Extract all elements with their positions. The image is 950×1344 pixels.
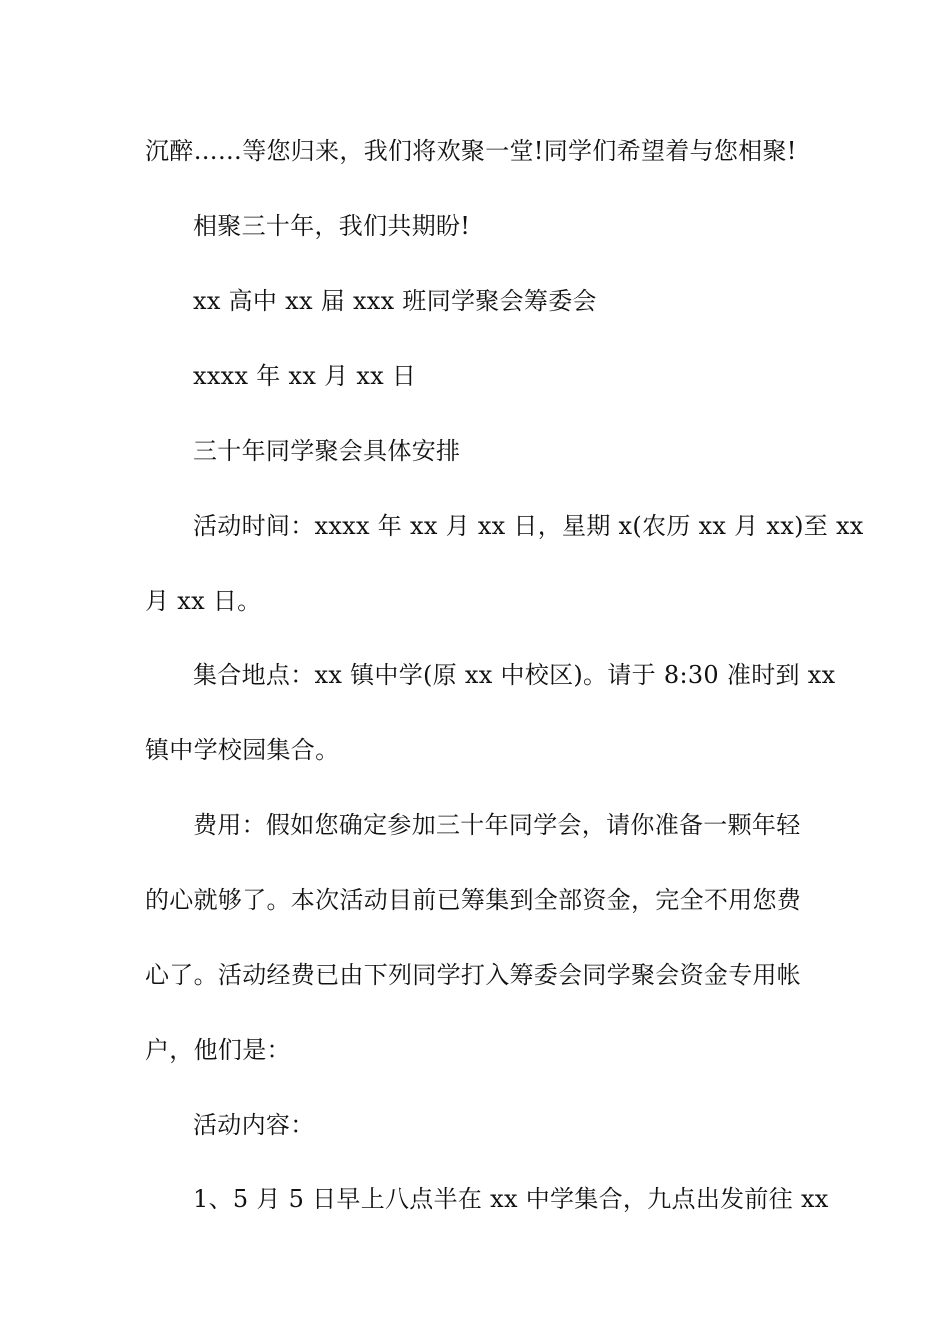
text-line-activity-content: 活动内容： xyxy=(193,1111,315,1139)
text-line-signature-date: xxxx 年 xx 月 xx 日 xyxy=(193,362,417,390)
text-line-slogan: 相聚三十年，我们共期盼! xyxy=(193,212,471,240)
text-line-cost-cont-2: 心了。活动经费已由下列同学打入筹委会同学聚会资金专用帐 xyxy=(145,961,802,989)
text-line-activity-time: 活动时间：xxxx 年 xx 月 xx 日，星期 x(农历 xx 月 xx)至 xx xyxy=(193,512,864,540)
text-line-cost-cont-1: 的心就够了。本次活动目前已筹集到全部资金，完全不用您费 xyxy=(145,886,802,914)
text-line-closing-sentence: 沉醉……等您归来，我们将欢聚一堂!同学们希望着与您相聚! xyxy=(145,137,797,165)
text-line-cost-cont-3: 户，他们是： xyxy=(145,1036,291,1064)
list-item-1: 1、5 月 5 日早上八点半在 xx 中学集合，九点出发前往 xx xyxy=(193,1185,829,1213)
section-heading-arrangement: 三十年同学聚会具体安排 xyxy=(193,437,461,465)
text-line-signature-committee: xx 高中 xx 届 xxx 班同学聚会筹委会 xyxy=(193,287,597,315)
text-line-activity-time-cont: 月 xx 日。 xyxy=(145,587,262,615)
text-line-cost: 费用：假如您确定参加三十年同学会，请你准备一颗年轻 xyxy=(193,811,801,839)
text-line-meeting-place-cont: 镇中学校园集合。 xyxy=(145,736,340,764)
text-line-meeting-place: 集合地点：xx 镇中学(原 xx 中校区)。请于 8:30 准时到 xx xyxy=(193,661,836,689)
